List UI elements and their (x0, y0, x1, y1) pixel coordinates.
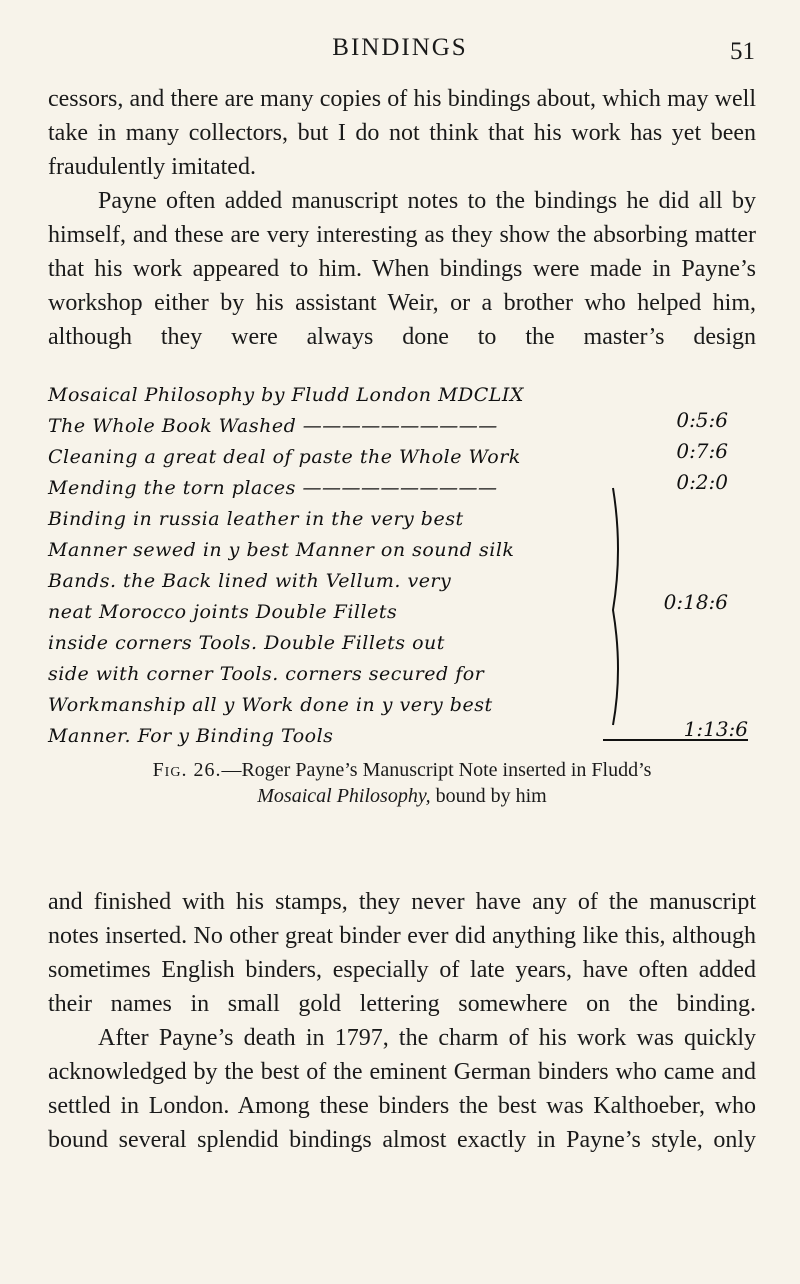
manuscript-line: Workmanship all y Work done in y very best (48, 694, 493, 716)
running-head: BINDINGS (332, 34, 468, 61)
paragraph: and finished with his stamps, they never have any of the manuscript notes inserted. No other great binder ever did anything like this, although sometimes English binders, especially of late years, have often added their names in small gold lettering somewhere on the binding. (48, 889, 756, 1017)
amount: 0:7:6 (676, 439, 728, 463)
paragraph: After Payne’s death in 1797, the charm of his work was quickly acknowledged by the best of the eminent German binders who came and settled in London. Among these binders the best was Kalthoeber, who bound several splendid bindings almost exactly in Payne’s style, only (48, 1025, 756, 1153)
amount: 0:5:6 (676, 408, 728, 432)
manuscript-line: Bands. the Back lined with Vellum. very (48, 570, 452, 592)
manuscript-line: Binding in russia leather in the very best (48, 508, 464, 530)
amount: 0:2:0 (676, 470, 728, 494)
manuscript-line: Manner sewed in y best Manner on sound silk (48, 539, 515, 561)
figure-label: Fig. 26. (152, 759, 222, 781)
bracket-right (613, 488, 618, 725)
manuscript-line: inside corners Tools. Double Fillets out (48, 632, 445, 654)
paragraph: cessors, and there are many copies of his bindings about, which may well take in many collectors, but I do not think that his work has yet been fraudulently imitated. (48, 86, 756, 180)
manuscript-rules (48, 380, 756, 750)
manuscript-line: side with corner Tools. corners secured for (48, 663, 485, 685)
caption-book-title: Mosaical Philosophy, (257, 785, 431, 807)
amount-total: 1:13:6 (683, 717, 748, 741)
amount: 0:18:6 (663, 590, 728, 614)
manuscript-line: Mosaical Philosophy by Fludd London MDCLIX (48, 384, 524, 406)
figure-caption (48, 757, 756, 809)
caption-text: —Roger Payne’s Manuscript Note inserted in Fludd’s (221, 759, 652, 781)
manuscript-line: Cleaning a great deal of paste the Whole Work (48, 446, 521, 468)
manuscript-note-figure (48, 380, 756, 750)
manuscript-line: Mending the torn places —————————— (48, 477, 498, 499)
page-number: 51 (730, 38, 755, 65)
caption-text-end: bound by him (430, 785, 547, 807)
paragraph: Payne often added manuscript notes to the bindings he did all by himself, and these are very interesting as they show the absorbing matter that his work appeared to him. When bindings were made in Payne’s workshop either by his assistant Weir, or a brother who helped him, although they were always done to the master’s design (48, 188, 756, 350)
manuscript-line: Manner. For y Binding Tools (48, 725, 334, 747)
top-text-block (48, 82, 756, 354)
manuscript-line: The Whole Book Washed —————————— (48, 415, 498, 437)
manuscript-line: neat Morocco joints Double Fillets (48, 601, 398, 623)
bottom-text-block (48, 885, 756, 1157)
